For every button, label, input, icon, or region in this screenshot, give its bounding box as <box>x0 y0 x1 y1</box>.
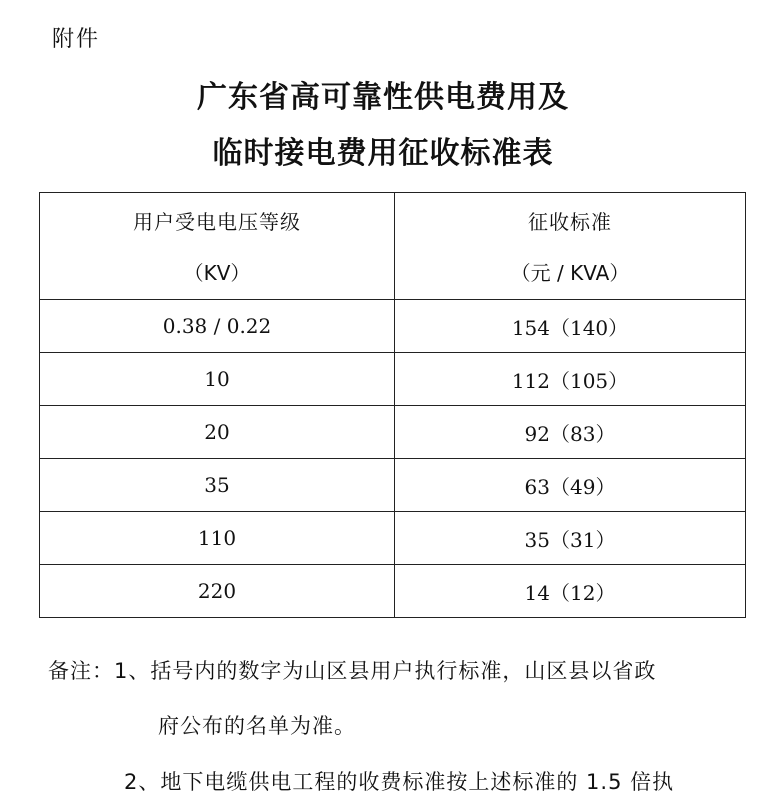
fee-standard-table <box>39 192 746 618</box>
note-2-line-1: 2、地下电缆供电工程的收费标准按上述标准的 1.5 倍执 <box>124 770 675 794</box>
note-1-line-2: 府公布的名单为准。 <box>158 714 356 738</box>
table-row <box>40 300 746 353</box>
table-header-row <box>40 193 746 300</box>
note-1-line-1: 备注：1、括号内的数字为山区县用户执行标准，山区县以省政 <box>48 659 657 683</box>
header-voltage-unit: （KV） <box>183 261 251 285</box>
table-row <box>40 459 746 512</box>
table-row <box>40 353 746 406</box>
header-fee-label: 征收标准 <box>528 210 612 234</box>
fee-cell: 14（12） <box>395 565 746 618</box>
voltage-cell: 10 <box>40 353 395 406</box>
document-title-line-2: 临时接电费用征收标准表 <box>212 136 554 171</box>
header-voltage-label: 用户受电电压等级 <box>133 210 301 234</box>
table-row <box>40 406 746 459</box>
document-title-line-1: 广东省高可靠性供电费用及 <box>197 80 569 115</box>
attachment-label: 附件 <box>52 27 101 52</box>
fee-cell: 112（105） <box>395 353 746 406</box>
table-row <box>40 512 746 565</box>
voltage-cell: 20 <box>40 406 395 459</box>
fee-cell: 92（83） <box>395 406 746 459</box>
voltage-cell: 110 <box>40 512 395 565</box>
header-voltage-cell <box>40 193 395 300</box>
voltage-cell: 0.38 / 0.22 <box>40 300 395 353</box>
voltage-cell: 220 <box>40 565 395 618</box>
fee-cell: 35（31） <box>395 512 746 565</box>
header-fee-cell <box>395 193 746 300</box>
table-row <box>40 565 746 618</box>
fee-cell: 63（49） <box>395 459 746 512</box>
header-fee-unit: （元 / KVA） <box>510 261 630 285</box>
voltage-cell: 35 <box>40 459 395 512</box>
fee-cell: 154（140） <box>395 300 746 353</box>
